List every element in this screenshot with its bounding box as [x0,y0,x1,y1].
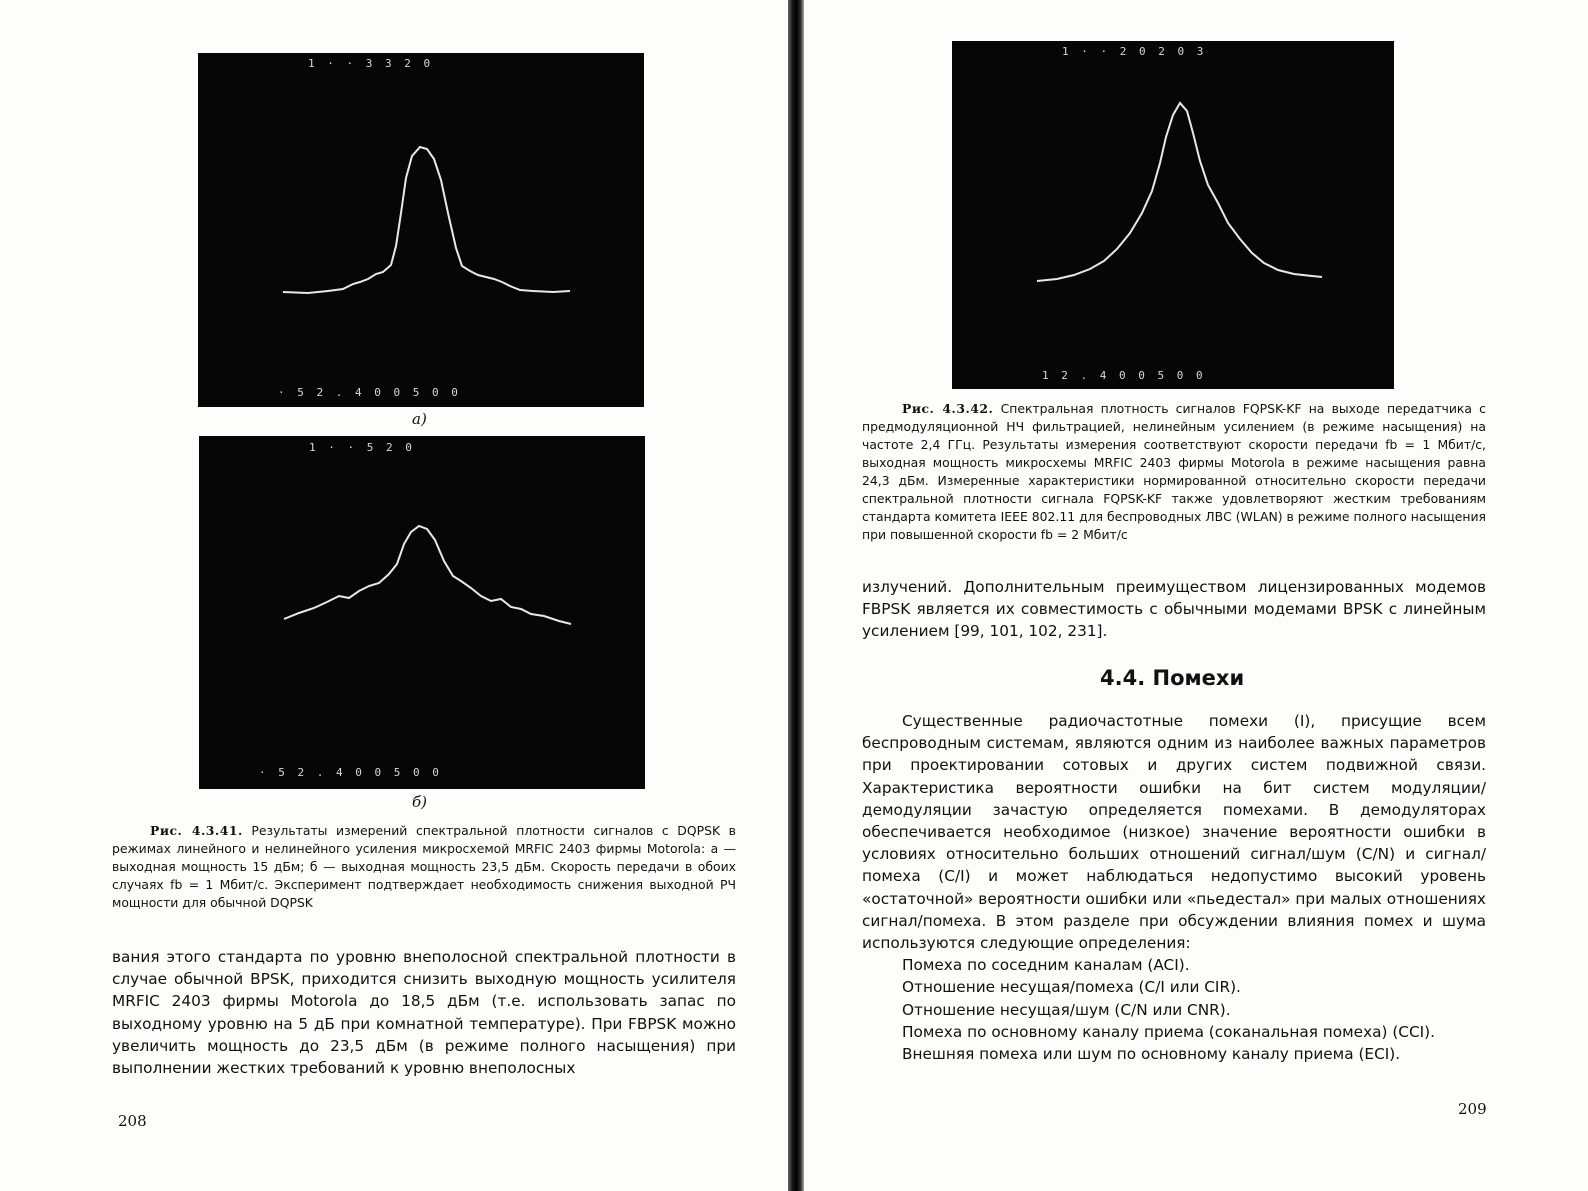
caption-number: Рис. 4.3.41. [150,823,243,838]
page-number-right: 209 [1458,1100,1487,1118]
body-text-right-main [862,710,1486,1065]
book-spine [788,0,804,1191]
paragraph: излучений. Дополнительным преимуществом лицензированных модемов FBPSK является их совместимость с обычными модемами BPSK с линейным усилением [99, 101, 102, 231]. [862,578,1486,641]
spectrum-trace-fqpsk [952,41,1394,389]
definition-item: Помеха по основному каналу приема (соканальная помеха) (CCI). [902,1022,1436,1041]
definition-item: Отношение несущая/шум (C/N или CNR). [902,1000,1231,1019]
figure-label-b: б) [412,793,428,811]
screen-readout-top: 1 · · 3 3 2 0 [308,57,434,70]
figure-caption-4-3-41 [112,822,736,912]
definitions-list [862,954,1486,1065]
spectrum-trace-b [199,436,645,789]
caption-text: Результаты измерений спектральной плотности сигналов с DQPSK в режимах линейного и нелинейного усиления микросхемой MRFIC 2403 фирмы Motorola: а — выходная мощность 15 дБм; б — выходная мощность 23,5 дБм. Скорость передачи в обоих случаях fb = 1 Мбит/с. Эксперимент подтверждает необходимость снижения выходной РЧ мощности для обычной DQPSK [112,823,736,910]
screen-readout-bottom: · 5 2 . 4 0 0 5 0 0 [278,386,461,399]
spectrum-photo-fqpsk [952,41,1394,389]
paragraph: вания этого стандарта по уровню внеполосной спектральной плотности в случае обычной BPSK, приходится снизить выходную мощность усилителя MRFIC 2403 фирмы Motorola до 18,5 дБм (т.е. использовать запас по выходному уровню на 5 дБ при комнатной температуре). При FBPSK можно увеличить мощность до 23,5 дБм (в режиме полного насыщения) при выполнении жестких требований к уровню внеполосных [112,948,736,1078]
definition-item: Отношение несущая/помеха (C/I или CIR). [902,978,1241,997]
paragraph: Существенные радиочастотные помехи (I), присущие всем беспроводным системам, являются одним из наиболее важных параметров при проектировании сотовых и других систем подвижной связи. Характеристика вероятности ошибки на бит систем модуляции/демодуляции зачастую определяется помехами. В демодуляторах обеспечивается необходимое (низкое) значение вероятности ошибки в условиях относительно больших отношений сигнал/шум (C/N) и сигнал/помеха (C/I) и может наблюдаться недопустимо высокий уровень «остаточной» вероятности ошибки или «пьедестал» при малых отношениях сигнал/помеха. В этом разделе при обсуждении влияния помех и шума используются следующие определения: [862,712,1486,953]
definition-item: Внешняя помеха или шум по основному каналу приема (ECI). [902,1045,1401,1064]
figure-caption-4-3-42 [862,400,1486,544]
left-page [0,0,790,1191]
spectrum-trace-a [198,53,644,407]
figure-label-a: а) [412,410,427,428]
screen-readout-bottom: 1 2 . 4 0 0 5 0 0 [1042,369,1206,382]
screen-readout-bottom: · 5 2 . 4 0 0 5 0 0 [259,766,442,779]
caption-text: Спектральная плотность сигналов FQPSK-KF на выходе передатчика с предмодуляционной НЧ фильтрацией, нелинейным усилением (в режиме насыщения) на частоте 2,4 ГГц. Результаты измерения соответствуют скорости передачи fb = 1 Мбит/с, выходная мощность микросхемы MRFIC 2403 фирмы Motorola в режиме насыщения равна 24,3 дБм. Измеренные характеристики нормированной относительно скорости передачи спектральной плотности сигнала FQPSK-KF также удовлетворяют жестким требованиям стандарта комитета IEEE 802.11 для беспроводных ЛВС (WLAN) в режиме полного насыщения при повышенной скорости fb = 2 Мбит/с [862,401,1486,542]
screen-readout-top: 1 · · 5 2 0 [309,441,415,454]
definition-item: Помеха по соседним каналам (ACI). [902,956,1190,975]
section-heading: 4.4. Помехи [1100,666,1245,690]
caption-number: Рис. 4.3.42. [902,401,994,416]
page-number-left: 208 [118,1112,147,1130]
right-page [808,0,1588,1191]
body-text-right-top [862,576,1486,643]
screen-readout-top: 1 · · 2 0 2 0 3 [1062,45,1207,58]
body-text-left [112,946,736,1079]
spectrum-photo-b [199,436,645,789]
spectrum-photo-a [198,53,644,407]
